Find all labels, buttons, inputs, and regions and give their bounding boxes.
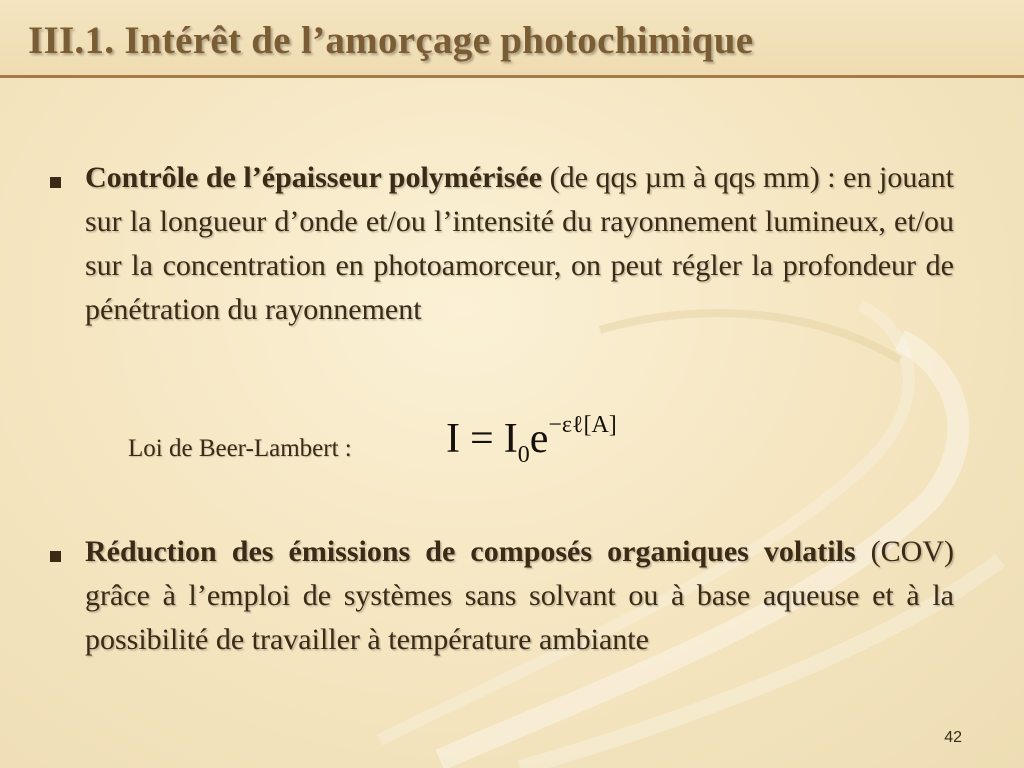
bullet-body: (COV) grâce à l’emploi de systèmes sans solvant ou à base aqueuse et à la possibilité de travailler à température ambiante [85, 535, 954, 656]
slide-title: III.1. Intérêt de l’amorçage photochimique [28, 19, 754, 62]
bullet-voc-reduction [50, 530, 954, 662]
formula-exp-base: e [529, 416, 549, 462]
formula-label: Loi de Beer-Lambert : [128, 435, 352, 462]
bullet-body: (de qqs µm à qqs mm) : en jouant sur la longueur d’onde et/ou l’intensité du rayonnement lumineux, et/ou sur la concentration en photoamorceur, on peut régler la profondeur de pénétration du rayonnement [85, 161, 955, 326]
bullet-square-icon [50, 551, 61, 562]
formula-i0-sub: 0 [517, 442, 530, 468]
bullet-thickness-control [50, 156, 954, 332]
beer-lambert-formula [446, 412, 617, 468]
formula-equals: = [470, 416, 494, 462]
bullet-heading: Réduction des émissions de composés organiques volatils [85, 535, 856, 568]
formula-i0-base: I [503, 416, 518, 462]
bullet-text [85, 156, 954, 332]
formula-lhs: I [446, 416, 460, 462]
formula-exponent: −εℓ[A] [548, 412, 617, 438]
bullet-square-icon [50, 177, 61, 188]
page-number: 42 [944, 729, 962, 746]
bullet-text [85, 530, 954, 662]
title-divider [0, 75, 1024, 78]
bullet-heading: Contrôle de l’épaisseur polymérisée [85, 161, 543, 194]
